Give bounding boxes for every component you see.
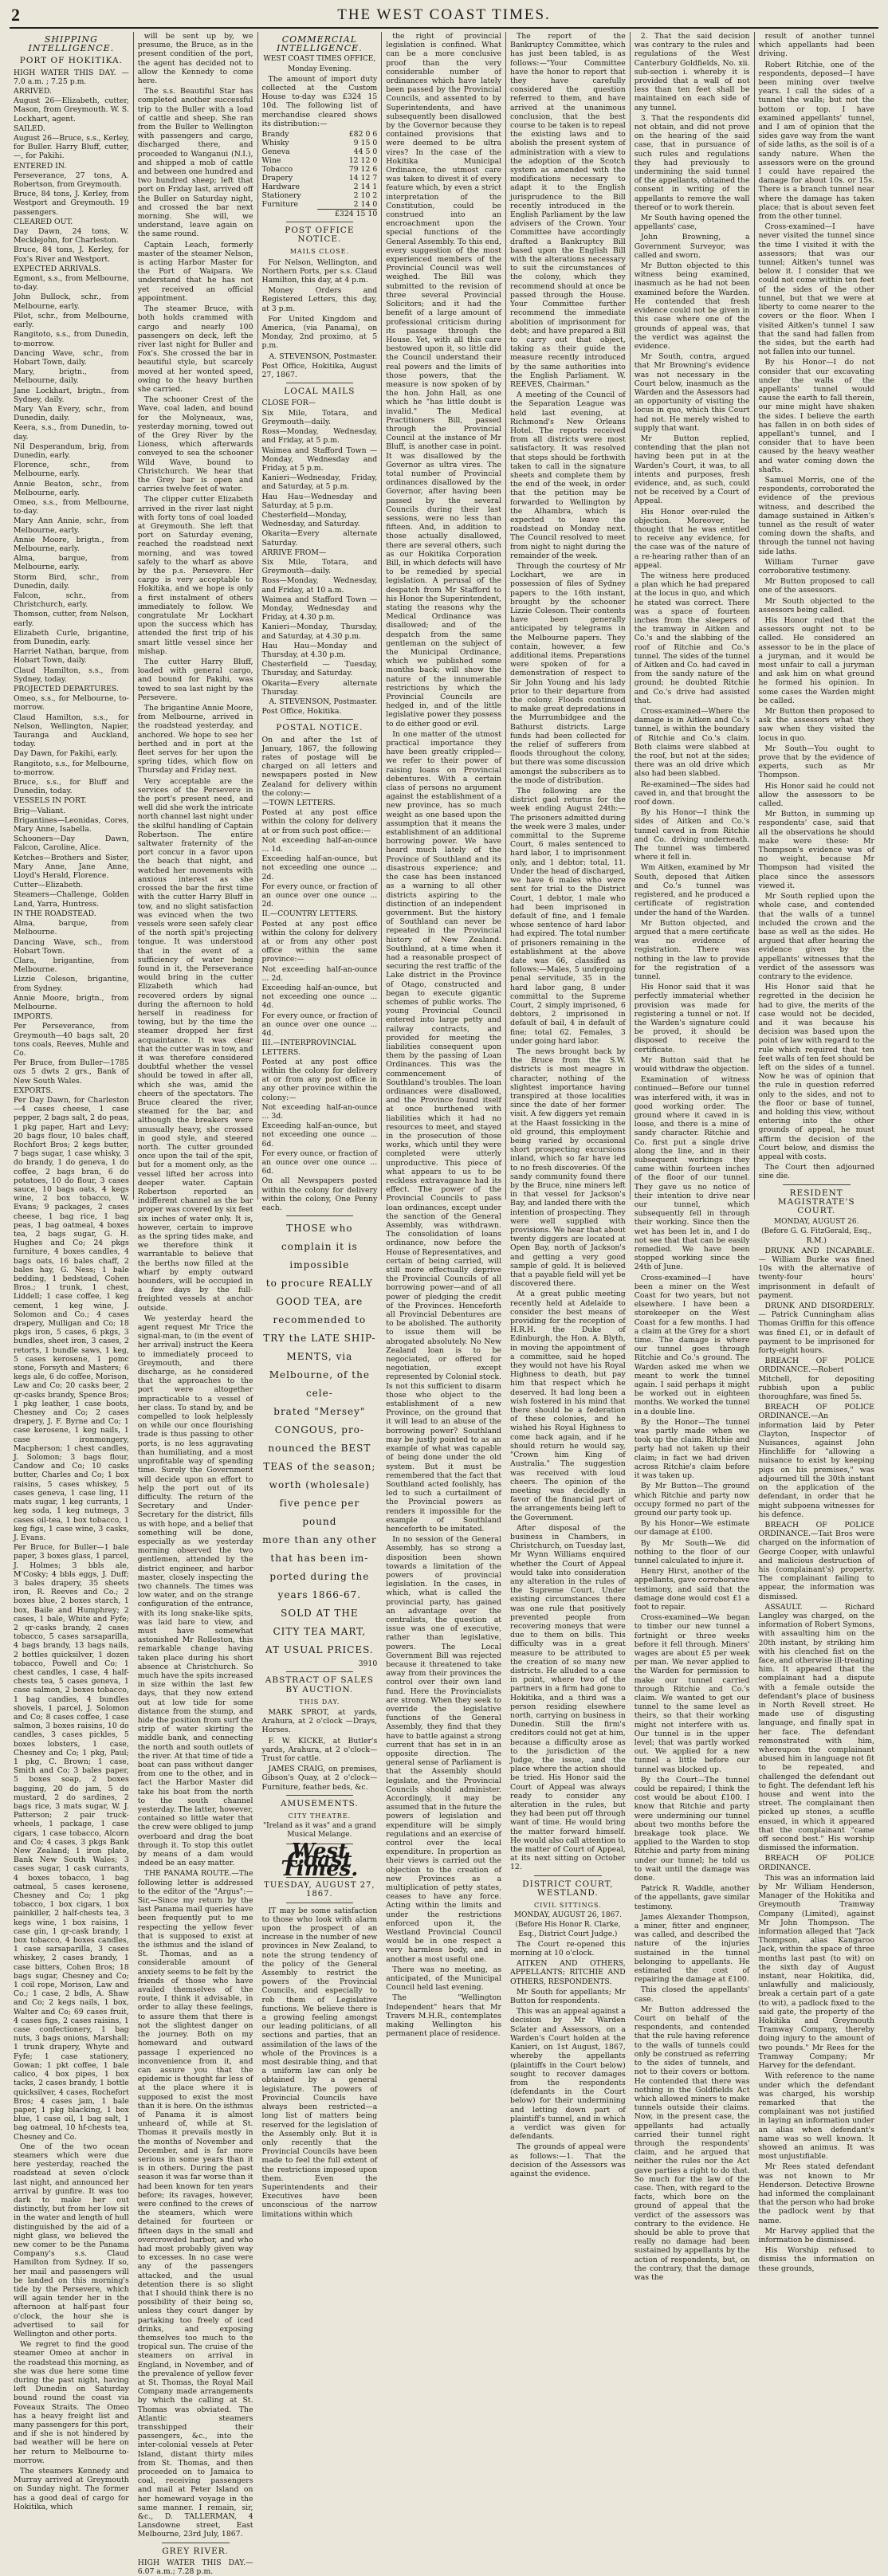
- case-paragraph: DRUNK AND INCAPABLE. — William Burke was fined 10s with the alternative of twenty-four hours' imprisonment in default of payment.: [758, 1246, 874, 1300]
- shipping-line: Alma, barque, from Melbourne.: [14, 919, 129, 937]
- shipping-line: Florence, schr., from Melbourne, early.: [14, 461, 129, 479]
- news-paragraph: The schooner Crest of the Wave, coal laden, and bound for the Molyneaux, was, yesterday morning, towed out of the Grey River by the Lioness, which afterwards conveyed to sea the schooner Wild Wave, bound to Christchurch. We hear that the Grey bar is open and carries twelve feet of water.: [137, 395, 253, 494]
- shipping-note: The steamers Kennedy and Murray arrived at Greymouth on Sunday night. The former has a good deal of cargo for Hokitika, which: [14, 2467, 129, 2511]
- duty-row: [262, 183, 378, 191]
- duty-amount: 2 10 2: [353, 191, 378, 201]
- divider: [286, 719, 354, 720]
- local-mail-line: Waimea and Stafford Town — Monday, Wednesday and Friday, at 4.30 p.m.: [261, 595, 378, 622]
- high-water: HIGH WATER THIS DAY. — 7.0 a.m. ; 7.25 p.m.: [14, 68, 129, 86]
- shipping-line: Annie Moore, brigtn., from Melbourne, early.: [14, 535, 129, 553]
- postal-rate-line: II.—COUNTRY LETTERS.: [261, 909, 359, 919]
- shipping-line: Alma, barque, from Melbourne, early.: [14, 554, 129, 572]
- rm-court-date: MONDAY, AUGUST 26.: [773, 1218, 859, 1227]
- local-mails-heading: LOCAL MAILS: [284, 387, 356, 397]
- duty-amount: 9 15 0: [353, 139, 378, 148]
- postmaster-signature: A. STEVENSON, Postmaster.: [269, 351, 378, 361]
- postal-rate-line: —TOWN LETTERS.: [261, 799, 336, 808]
- shipping-note: One of the two ocean steamers which were due here yesterday, reached the roadstead at seven o'clock last night, and announced her arrival by gunfire. It was too dark to make her out distinctly, but from her low sit in the water and length of hull distinguished by the aid of a night glass, we believed the new comer to be the Panama Company's s.s. Claud Hamilton from Sydney. If so, her mail and passengers will be landed on this morning's tide by the Persevere, which will again tender her in the afternoon at half-past four o'clock, the hour she is advertised to sail for Wellington and other ports.: [14, 2142, 129, 2338]
- shipping-list: [14, 87, 129, 2142]
- ad-line: to procure REALLY GOOD TEA, are: [265, 1278, 373, 1308]
- local-mail-line: Kanieri—Monday, Thursday, and Saturday, at 4.30 p.m.: [261, 622, 378, 641]
- local-mail-line: Ross—Monday, Wednesday, and Friday, at 10 a.m.: [261, 576, 378, 595]
- duties-table: [262, 130, 378, 218]
- post-notice: For Nelson, Wellington, and Northern Ports, per s.s. Claud Hamilton, this day, at 4 p.m.: [261, 257, 378, 285]
- postal-notice-heading: POSTAL NOTICE.: [276, 723, 363, 733]
- shipping-line: Per Bruce, from Buller—1785 ozs 5 dwts 2 grs., Bank of New South Wales.: [14, 1058, 129, 1086]
- header-rule: [10, 27, 878, 29]
- postal-rate-line: Posted at any post office within the colony for delivery at or from any other post office within the same province:—: [261, 919, 378, 964]
- court-paragraph: AITKEN AND OTHERS, APPELLANTS; RITCHIE AND OTHERS, RESPONDENTS.: [510, 1959, 626, 1986]
- post-notice: Money Orders and Registered Letters, this day, at 3 p.m.: [261, 286, 378, 313]
- court-report-end: [759, 32, 874, 1181]
- ad-line: worth (wholesale) five pence per pound: [269, 1479, 371, 1528]
- local-mail-line: Chesterfield—Monday, Wednesday, and Saturday.: [261, 510, 360, 529]
- court-paragraph: Samuel Morris, one of the respondents, corroborated the evidence of the previous witness, and described the damage sustained in Aitken's tunnel as the result of water coming down the shafts, and through the tunnel not having side laths.: [758, 475, 874, 556]
- court-paragraph: Cross-examined—I have never visited the tunnel since the time I visited it with the assessors; that was our tunnel; Aitken's tunnel was below it. I consider that we could not come within ten feet of the sides of the other tunnel, but that we were at liberty to come nearer to the covers or the floor. When I visited Aitken's tunnel I saw that the sand had fallen from the sides, but the earth had not fallen into our tunnel.: [758, 222, 874, 357]
- news-paragraph: The s.s. Beautiful Star has completed another successful trip to the Buller with a load of cattle and sheep. She ran from the Buller to Wellington with passengers and cargo, discharged there, and proceeded to Wanganui (N.I.), and shipped a mob of cattle and between one hundred and two hundred sheep; left that port on Friday last, arrived off the Buller on Saturday night, and crossed the bar next morning. She will, we understand, leave again on the same round.: [137, 87, 253, 239]
- local-mails: [262, 399, 378, 697]
- shipping-line: Ketches—Brothers and Sister, Mary Anne, Jane Anne, Lloyd's Herald, Florence.: [14, 853, 129, 881]
- post-office-line: Post Office, Hokitika, August 27, 1867.: [261, 361, 378, 380]
- court-paragraph: Mr Button objected, and argued that a mere certificate was no evidence of registration. There was nothing in the law to provide for the registration of a tunnel.: [634, 918, 750, 981]
- shipping-line: ARRIVED.: [14, 87, 52, 96]
- duty-row: [262, 191, 378, 200]
- postal-rate-line: Exceeding half-an-ounce, but not exceeding one ounce ... 4d.: [261, 984, 378, 1011]
- shipping-line: Brig—Valiant.: [14, 806, 66, 815]
- duty-item: Brandy: [261, 130, 289, 139]
- court-paragraph: The Court re-opened this morning at 10 o'clock.: [510, 1939, 626, 1958]
- local-mail-line: Hau Hau—Wednesday and Saturday, at 5 p.m.: [261, 492, 378, 510]
- local-mail-line: Ross—Monday, Wednesday, and Friday, at 5 p.m.: [261, 427, 378, 446]
- postal-rate-line: For every ounce, or fraction of an ounce over one ounce ... 4d.: [261, 1011, 378, 1039]
- court-date: MONDAY, AUGUST 26, 1867.: [513, 1911, 622, 1920]
- case-paragraph: BREACH OF POLICE ORDINANCE.—Robert Mitchell, for depositing rubbish upon a public thoroughfare, was fined 5s.: [758, 1357, 874, 1402]
- case-paragraph: ASSAULT. — Richard Langley was charged, on the information of Robert Symons, with assaulting him on the 20th instant, by striking him with his clenched fist on the face, and otherwise ill-treating him. It appeared that the complainant had a dispute with a female outside the defendant's place of business in North Revell street. He made use of disgusting language, and finally spat in her face. The defendant remonstrated with him, whereupon the complainant abused him in language not fit to be repeated, and challenged the defendant out to fight. The defendant left his house and went into the street. The complainant then picked up stones, a scuffle ensued, in which it appeared that the complainant "came off second best." His worship dismissed the information.: [758, 1602, 874, 1853]
- court-paragraph: By the Honor—The tunnel was partly made when we took up the claim. Ritchie and party had not taken up their claim; in fact we had driven across Ritchie's claim before it was taken up.: [634, 1417, 750, 1481]
- shipping-line: Annie Moore, brigtn., from Melbourne.: [14, 993, 129, 1011]
- news-paragraph: Captain Leach, formerly master of the steamer Nelson, is acting Harbor Master for the Port of Waipara. We understand that he has not yet received an official appointment.: [137, 240, 253, 303]
- ad-number: 3910: [358, 1659, 378, 1669]
- shipping-line: Egmont, s.s., from Melbourne, to-day.: [14, 274, 129, 293]
- shipping-line: Claud Hamilton, s.s., for Nelson, Wellington, Napier, Tauranga and Auckland, today.: [14, 713, 129, 749]
- news-paragraph: The brigantine Annie Moore, from Melbourne, arrived in the roadstead yesterday, and anchored. We hope to see her berthed and in port at the fleet serves for her upon the spring tides, which flow on Thursday and Friday next.: [137, 704, 253, 776]
- news-paragraph: Very acceptable are the services of the Persevere in the port's present need, and well did she work the intricate north channel last night under the skilful handling of Captain Robertson. The entire saltwater fraternity of the port concur in a favor upon the beach that night, and watched her movements with anxious interest as she crossed the bar the first time with the cutter Harry Bluff in tow, and no slight satisfaction was evinced when the two vessels were seen safely clear of the north spit's projecting tongue. It was understood that in the event of a sufficiency of water being found in it, the Perseverance would bring in the cutter Elizabeth which had recovered orders by signal during the afternoon to hold herself in readiness for towing, but by the time the steamer dropped her first acquaintance. It was clear that the cutter was in tow, and it was therefore considered doubtful whether the vessel should be towed in after all, which she was, amid the cheers of the spectators. The Bruce cleared the river, steamed for the bar, and although the breakers were unusually heavy, she crossed in good style, and steered north. The cutter grounded once upon the tail of the spit, but for a moment only, as the vessel lifted her across into deeper water. Captain Robertson reported an indifferent channel as the bar proper was covered by six feet six inches of water only. It is, however, certain to improve as the spring tides make, and we therefore think it warrantable to believe that the berths now filled at the wharf by empty outward bounders, will be occupied in a few days by the full-freighted vessels at anchor outside.: [137, 776, 253, 1313]
- office-date: Monday Evening.: [288, 65, 352, 73]
- court-paragraph: Mr Button addressed the Court on behalf of the respondents, and contended that the rule having reference to the walls of tunnels could only be construed as referring to the sides of tunnels, and not to their covers or bottom. He contended that there was nothing in the Goldfields Act which allowed miners to make tunnels outside their claims. Now, in the present case, the appellants had actually carried their tunnel right through the respondents' claim, and he argued that neither the rules nor the Act gave parties a right to do that. So much for the law of the case. Then, with regard to the facts, which bore on the ground of appeal that the verdict of the assessors was contrary to the evidence. He should be able to prove that really no damage had been sustained by appellants by the action of respondents, but, on the contrary, that the damage was the: [634, 2005, 750, 2282]
- rm-court-heading: RESIDENT MAGISTRATE'S COURT.: [777, 1188, 855, 1215]
- court-paragraph: Mr South replied upon the whole case, and contended that the walls of a tunnel included the crown and the base as well as the sides. He argued that after hearing the evidence given by the appellants' witnesses that the verdict of the assessors was contrary to the evidence.: [758, 892, 874, 981]
- postal-rate-line: Exceeding half-an-ounce, but not exceeding one ounce ... 2d.: [261, 854, 378, 882]
- court-paragraph: By the Court—The tunnel could be repaired; I think the cost would be about £100. I know that Ritchie and party were undermining our tunnel about two months before the breakage took place. We applied to the Warden to stop Ritchie and party from mining under our tunnel; he told us to wait until the damage was done.: [634, 1775, 750, 1883]
- column-7: [755, 32, 878, 2273]
- shipping-line: Omeo, s.s., from Melbourne, to-day.: [14, 497, 129, 516]
- news-paragraph: The cutter Harry Bluff, loaded with general cargo, and bound for Pakihi, was towed to sea last night by the Persevere.: [137, 658, 253, 702]
- post-notice: For United Kingdom and America, (via Panama), on Monday, 2nd proximo, at 5 p.m.: [261, 314, 378, 351]
- local-mail-line: ARRIVE FROM—: [261, 548, 327, 557]
- divider: [534, 1875, 602, 1876]
- shipping-line: Thomson, cutter, from Nelson, early.: [14, 610, 129, 628]
- court-report-continued: [635, 32, 750, 2282]
- abstract-heading: ABSTRACT OF SALES BY AUCTION.: [265, 1675, 374, 1694]
- duty-amount: 14 12 7: [348, 174, 378, 183]
- duty-row: [262, 156, 378, 165]
- duty-amount: 44 5 0: [353, 147, 378, 157]
- court-paragraph: Mr Button replied, contending that the plan not having been put in at the Warden's Court, it was, to all intents and purposes, fresh evidence, and, as such, could not be received by a Court of Appeal.: [634, 434, 750, 506]
- court-paragraph: Mr South having opened the appellants' case,: [634, 214, 750, 232]
- case-paragraph: BREACH OF POLICE ORDINANCE.—Tait Bros were charged on the information of George Cooper, with unlawful and malicious destruction of his (complainant's) property. The complainant failing to appear, the information was dismissed.: [758, 1520, 874, 1601]
- nameplate: West Coast Times.: [281, 1839, 359, 1882]
- post-office-heading: POST OFFICE NOTICE.: [285, 226, 355, 245]
- shipping-line: Keera, s.s., from Dunedin, to-day.: [14, 423, 129, 442]
- post-notices: [262, 258, 378, 351]
- shipping-line: Brigantines—Leonidas, Cores, Mary Anne, Isabella.: [14, 815, 129, 834]
- court-paragraph: Mr Button proposed to call one of the assessors.: [758, 577, 874, 595]
- case-paragraph: Mr Rees stated defendant was not known to Mr Henderson. Detective Browne had informed the complainant that the person who had broke the padlock went by that name.: [758, 2162, 874, 2225]
- case-paragraph: BREACH OF POLICE ORDINANCE.: [758, 1854, 874, 1872]
- duty-item: Whisky: [261, 139, 289, 148]
- shipping-line: Per Day Dawn, for Charleston—4 cases cheese, 1 case pepper, 2 bags salt, 2 do peas, 1 pkg paper, Hart and Levy; 20 bags flour, 10 bales chaff, Rochfort Bros; 2 kegs butter, 7 bags sugar, 1 case whisky, 3 do brandy, 1 do geneva, 1 do coffee, 2 bags bran, 6 do potatoes, 10 do flour, 3 cases sauce, 10 bags oats, 4 kegs wine, 2 box tobacco, W. Evans; 9 packages, 2 cases cheese, 1 bag rice, 1 bag peas, 1 bag oatmeal, 4 boxes tea, 2 bags sugar, G. H. Hughes and Co; 24 pkgs furniture, 4 boxes candles, 4 bags oats, 16 bales chaff, 2 bales hay, G. Ness; 1 bale bedding, 1 bedstead, Cohen Bros.; 1 trunk, 1 chest, Liddell; 1 case coffee, 1 keg cement, 1 keg wine, J. Solomon and Co.; 4 cases drapery, Mulligan and Co; 18 pkgs iron, 5 cases, 6 pkgs, 3 bundles, sheet iron, 3 cases, 2 retorts, 1 bundle saws, 1 keg, 5 cases kerosene, 1 pomc stone, Forsyth and Masters; 6 kegs ale, 6 do coffee, Morison, Law and Co; 20 casks beer, 2 qr-casks brandy, Spence Bros; 1 pkg leather, 1 case boots, Chesney and Co; 2 cases drapery, J. F. Byrne and Co; 1 case kerosene, 1 keg nails, 1 case ironmongery, Macpherson; 1 chest candles, J. Solomon; 3 bags flour, Candow and Co; 10 casks butter, Charles and Co; 1 box raisins, 5 cases whiskey, 5 cases geneva, 1 case ling, 11 mats sugar, 1 keg currants, 1 keg soda, 1 keg nutmegs, 3 cases oil-tea, 1 box tobacco, 1 keg figs, 1 case wine, 3 casks, J. Evans.: [14, 1095, 129, 1542]
- theatre-name: CITY THEATRE.: [288, 1812, 352, 1820]
- auction-item: F. W. KICKE, at Butler's yards, Arahura, at 2 o'clock—Trust for cattle.: [261, 1736, 378, 1763]
- auction-item: MARK SPROT, at yards, Arahura, at 2 o'clock —Drays, Horses.: [261, 1707, 378, 1735]
- office-line: WEST COAST TIMES OFFICE,: [263, 55, 376, 64]
- shipping-line: John Bullock, schr., from Melbourne, early.: [14, 293, 129, 311]
- court-paragraph: Cross-examined—I have been a miner on the West Coast for two years, but not elsewhere. I have been a storekeeper on the West Coast for a few months. I had a claim at the Grey for a short time. The damage is where our tunnel goes through Ritchie and Co.'s ground. The Warden asked me when we meant to work the tunnel again. I said perhaps it might be worked out in eighteen months. We worked the tunnel in a double line.: [634, 1273, 750, 1416]
- case-paragraph: This was an information laid by Mr William Henderson, Manager of the Hokitika and Greymouth Tramway Company (Limited), against Mr John Thompson. The information alleged that "Jack Thompson, alias Kangaroo Jack, within the space of three months last past (to wit) on the sixth day of August instant, near Hokitika, did, unlawfully and maliciously, break a certain part of a gate (to wit), a padlock fixed to the said gate, the property of the Hokitika and Greymouth Tramway Company, thereby doing injury to the amount of two pounds." Mr Rees for the Tramway Company; Mr Harvey for the defendant.: [758, 1873, 874, 2071]
- court-paragraph: 3. That the respondents did not obtain, and did not prove on the hearing of the said case, that in pursuance of such rules and regulations they had previously to undermining the said tunnel of the appellants, obtained the consent in writing of the appellants to remove the wall thereof or to work therein.: [634, 113, 750, 212]
- court-paragraph: Re-examined—The sides had caved in, and that brought the roof down.: [634, 779, 750, 807]
- shipping-line: Perseverance, 27 tons, A. Robertson, from Greymouth.: [14, 171, 129, 190]
- local-mail-line: Okarita—Every alternate Saturday.: [261, 529, 378, 548]
- shipping-line: IMPORTS.: [14, 1012, 53, 1022]
- duty-item: Geneva: [261, 147, 290, 157]
- ad-line: CITY TEA MART,: [273, 1626, 367, 1638]
- court-paragraph: Mr South for appellants; Mr Button for respondents.: [510, 1987, 626, 2006]
- court-paragraph: The witness here produced a plan which he had prepared at the locus in quo, and which he stated was correct. There was a space of fourteen inches from the sleepers of the tramway in Aitken and Co.'s and the slabbing of the roof of Ritchie and Co.'s tunnel. The sides of the tunnel of Aitken and Co. had caved in from the sandy nature of the ground; he doubted Ritchie and Co.'s drive had assisted that.: [634, 571, 750, 705]
- shipping-line: Claud Hamilton, s.s., from Sydney, today.: [14, 666, 129, 684]
- case-paragraph: His Worship refused to dismiss the information on these grounds,: [758, 2246, 874, 2273]
- shipping-line: Lizzie Coleson, brigantine, from Sydney.: [14, 975, 129, 993]
- shipping-line: Harriet Nathan, barque, from Hobart Town, daily.: [14, 647, 129, 666]
- commercial-heading: COMMERCIAL INTELLIGENCE.: [277, 34, 363, 54]
- divider: [286, 1795, 354, 1796]
- court-paragraph: The grounds of appeal were as follows:—1. That the decision of the Assessors was against the evidence.: [510, 2142, 626, 2178]
- shipping-line: Mary, brigtn., from Melbourne, daily.: [14, 367, 129, 386]
- shipping-line: Dancing Wave, schr., from Hobart Town, daily.: [14, 348, 129, 367]
- court-paragraph: By Mr South—We did nothing to the floor of our tunnel calculated to injure it.: [634, 1538, 750, 1565]
- court-paragraph: Henry Hirst, another of the appellants, gave corroborative testimony, and said that the damage done would cost £1 a foot to repair.: [634, 1567, 750, 1612]
- postal-rate-line: Not exceeding half-an-ounce ... 2d.: [261, 964, 378, 983]
- local-mail-line: Chesterfield — Tuesday, Thursday, and Saturday.: [261, 660, 378, 678]
- court-paragraph: Mr Button, in summing up respondents' case, said that all the observations he should make were these: Mr Thompson's evidence was of no weight, because Mr Thompson had visited the place since the assessors viewed it.: [758, 810, 874, 890]
- post-office-line-2: Post Office, Hokitika.: [261, 707, 342, 717]
- shipping-line: ENTERED IN.: [14, 161, 67, 171]
- divider: [783, 1184, 851, 1185]
- court-paragraph: The Court then adjourned sine die.: [758, 1163, 874, 1181]
- leader-continued: [386, 32, 501, 2039]
- news-paragraph: The following are the district gaol returns for the week ending August 24th:—The prisoners admitted during the week were 3 males, under committal to the Supreme Court, 6 males sentenced to hard labor, 1 to imprisonment only, and 1 debtor; total, 11. Under the head of discharged, we have 6 males who were sent for trial to the District Court, 1 debtor, 1 male who had been imprisoned in default of fine, and 1 female whose sentence of hard labor had expired. The total number of prisoners remaining in the establishment at the above date was 66, classified as follows:—Males, 5 undergoing penal servitude, 35 in the hard labor gang, 8 under committal to the Supreme Court, 2 simply imprisoned, 6 debtors, 2 imprisoned in default of bail, 4 in default of fine; total 62. Females, 3 under going hard labor.: [510, 787, 626, 1046]
- duty-amount: £82 0 6: [348, 130, 378, 139]
- duty-amount: 12 12 0: [348, 156, 378, 166]
- rm-court-before: (Before G. G. FitzGerald, Esq., R.M.): [760, 1227, 872, 1245]
- column-6: [631, 32, 755, 2282]
- commercial-intro: The amount of import duty collected at the Custom House to-day was £324 15 10d. The following list of merchandise cleared shows its distribution:—: [261, 74, 378, 128]
- ad-line: AT USUAL PRICES.: [265, 1644, 374, 1656]
- court-paragraph: James Alexander Thompson, a miner, fitter and engineer, was called, and described the nature of the injuries sustained in the tunnel belonging to appellants. He estimated the cost of repairing the damage at £100.: [634, 1912, 750, 1985]
- news-paragraph: Through the courtesy of Mr Lockhart, we are in possession of files of Sydney papers to the 16th instant, brought by the schooner Lizzie Coleson. Their contents have been generally anticipated by telegrams in the Melbourne papers. They contain, however, a few additional items. Preparations were spoken of for a demonstration of respect to Sir John Young and his lady prior to their departure from the colony. Floods continued to make great depredations in the Murrumbidgee and the Bathurst districts. Large funds had been collected for the relief of sufferers from floods throughout the colony, but there was some discussion amongst the subscribers as to the mode of distribution.: [510, 561, 626, 785]
- shipping-line: Per Bruce, for Buller—1 bale paper, 3 boxes glass, 1 parcel, J. Holmes; 3 bbls ale, M'Cosky; 4 bbls eggs, J. Duff; 3 bales drapery, 35 sheets iron, R. Reeves and Co.; 2 boxes blue, 2 boxes starch, 1 box, Baile and Humphrey; 2 cases, 1 bale, White and Fyfe; 2 qr-casks brandy, 2 cases tobacco, 5 cases sarsaparilla, 4 bags brandy, 13 bags nails, 2 bottles quicksilver, 1 dozen tobacco, Powell and Co; 1 chest candles, 1 case, 4 half-chests tea, 5 cases geneva, 1 case salmon, 2 boxes tobacco, 1 bag candies, 4 bundles shovels, 1 parcel, J. Solomon and Co; 8 cases coffee, 1 case salmon, 3 boxes raisins, 10 do candles, 3 cases pickles, 5 boxes lobsters, 1 case, Chesney and Co; 1 pkg, Paul; 1 pkg, C. Brown; 1 case, Smith and Co; 3 bales paper, 5 boxes soap, 2 boxes bagging, 20 do jam, 5 do mustard, 2 do sardines, 2 bags rice, 3 mats sugar, W. J. Patterson; 2 pair truck-wheels, 1 package, 1 case cigars, 1 case tobacco, Alcorn and Co; 4 cases, 3 pkgs Bank New Zealand; 1 iron plate, Bank New South Wales; 3 cases sugar, 1 cask currants, 4 boxes tobacco, 1 bag oatmeal, 5 cases kerosene, Chesney and Co; 1 pkg tobacco, 1 box cigars, 1 box painkiller, 2 half-chests tea, 3 kegs wine, 1 box raisins, 1 case gin, 1 qr-cask brandy, 1 box tobacco, 4 boxes candles, 1 case sarsaparilla, 3 cases whiskey, 2 cases brandy, 1 case bitters, Cohen Bros; 18 bags sugar, Chesney and Co; 1 coil rope, Morison, Law and Co.; 1 case, 2 bdls, A. Shaw and Co; 2 kegs nails, 1 box, Walter and Co; 69 cases fruit, 4 cases figs, 2 cases raisins, 1 case confectionery, 1 bag nuts, 3 bags onions, Marshall; 1 trunk drapery, Whyte and Fyfe; 1 case stationery, Gowan; 1 pkt coffee, 1 bale calico, 4 box pipes, 1 box tacks, 2 cases brandy, 1 bottle quicksilver, 4 cases, Rochefort Bros; 4 cases jam, 1 bale paper, 1 pkg blacking, 1 box blue, 1 case oil, 1 bag salt, 1 bag oatmeal, 10 hf-chests tea, Chesney and Co.: [14, 1543, 129, 2142]
- court-paragraph: Mr South, contra, argued that Mr Browning's evidence was not necessary in the Court below, inasmuch as the Warden and the Assessors had an opportunity of visiting the locus in quo, which this Court had not. He merely wished to supply that want.: [634, 352, 750, 433]
- shipping-heading: SHIPPING INTELLIGENCE.: [28, 34, 115, 54]
- news-paragraph: will be sent up by, we presume, the Bruce, as in the present condition of the port, the agent has decided not to allow the Kennedy to come here.: [137, 32, 253, 86]
- postal-rate-line: Not exceeding half-an-ounce ... 3d.: [261, 1102, 378, 1121]
- leader-article: [262, 1906, 378, 2219]
- mails-close-heading: MAILS CLOSE.: [289, 248, 350, 256]
- news-paragraph: At a great public meeting recently held at Adelaide to consider the best means of providing for the reception of H.R.H. the Duke of Edinburgh, the Hon. A. Blyth, in moving the appointment of a committee, said he hoped they would not have his Royal Highness to death, but pay him that respect which he deserved. It had long been a wish fostered in his mind that there should be a federation of these colonies, and he wished his Royal Highness to come back again, and if he should return he would say, "Crown him King of Australia." The suggestion was received with loud cheers. The opinion of the meeting was decidedly in favor of the financial part of the arrangements being left to the Government.: [510, 1290, 626, 1522]
- news-paragraph: The clipper cutter Elizabeth arrived in the river last night with forty tons of coal loaded at Greymouth. She left that port on Saturday evening, reached the roadstead next morning, and was towed safely to the wharf as above by the p.s. Persevere. Her cargo is very acceptable to Hokitika, and we hope is only a first instalment of others immediately to follow. We congratulate Mr Lockhart upon the success which has attended the first trip of his smart little vessel since her mishap.: [137, 495, 253, 656]
- court-paragraph: 2. That the said decision was contrary to the rules and regulations of the West Canterbury Goldfields, No. xii. sub-section i. whereby it is provided that a wall of not less than ten feet shall be maintained on each side of any tunnel.: [634, 32, 750, 112]
- case-paragraph: Mr Harvey applied that the information be dismissed.: [758, 2226, 874, 2244]
- shipping-line: Nil Desperandum, brig, from Dunedin, early.: [14, 442, 129, 460]
- court-paragraph: Robert Ritchie, one of the respondents, deposed—I have been mining over twelve years. I call the sides of a tunnel the walls; but not the bottom or top. I have examined appellants' tunnel, and I am of opinion that the sides gave way from the want of side laths, as the soil is of a sandy nature. When the assessors were on the ground I could have repaired the damage for about 10s. or 15s. There is a branch tunnel near where the damage has taken place; that is about seven feet from the other tunnel.: [758, 60, 874, 222]
- shipping-line: Annie Beaton, schr., from Melbourne, early.: [14, 479, 129, 497]
- postal-rate-line: On and after the 1st of January, 1867, the following rates of postage will be charged on all letters and newspapers posted in New Zealand for delivery within the colony:—: [261, 735, 378, 798]
- local-mail-line: Waimea and Stafford Town — Monday, Wednesday and Friday, at 5 p.m.: [261, 446, 378, 473]
- duty-total: £324 15 10: [317, 210, 377, 219]
- column-3: [258, 32, 383, 2219]
- shipping-line: EXPECTED ARRIVALS.: [14, 264, 101, 273]
- court-paragraph: By his Honor—I think the sides of Aitken and Co.'s tunnel caved in from Ritchie and Co. driving underneath. The tunnel was timbered where it fell in.: [634, 808, 750, 862]
- case-paragraph: With reference to the name under which the defendant was charged, his worship remarked that the complainant was not justified in laying an information under an alias when defendant's name was so well known. It showed an animus. It was most unjustifiable.: [758, 2071, 874, 2162]
- grey-river-heading: GREY RIVER.: [162, 2546, 230, 2556]
- postal-rate-line: III.—INTERPROVINCIAL LETTERS.: [261, 1039, 356, 1057]
- court-paragraph: William Turner gave corroborative testimony.: [758, 557, 874, 575]
- divider: [286, 1671, 354, 1672]
- duty-row: [262, 200, 378, 210]
- postal-rate-line: For every ounce, or fraction of an ounce over one ounce ... 6d.: [261, 1149, 378, 1176]
- shipping-line: Jane Lockhart, brigtn., from Sydney, daily.: [14, 386, 129, 404]
- abstract-day: THIS DAY.: [299, 1698, 340, 1706]
- shipping-line: Rangitoto, s.s., from Dunedin, to-morrow.: [14, 330, 129, 348]
- duty-row: [262, 165, 378, 174]
- shipping-line: EXPORTS.: [14, 1086, 53, 1095]
- postal-rate-line: Posted at any post office within the colony for delivery at or from any post office in any other province within the colony:—: [261, 1057, 378, 1102]
- shipping-news: [138, 32, 253, 2539]
- theatre-programme: "Ireland as it was" and a grand Musical Melange.: [262, 1822, 376, 1840]
- postal-rate-line: On all Newspapers posted within the colony for delivery within the colony, One Penny each.: [261, 1176, 378, 1212]
- running-title: THE WEST COAST TIMES.: [337, 6, 551, 23]
- shipping-line: Elizabeth Curle, brigantine, from Dunedin, early.: [14, 628, 129, 646]
- shipping-line: Bruce, 84 tons, J. Kerley, for Fox's River and Westport.: [14, 245, 129, 264]
- court-paragraph: Mr South objected to the assessors being called.: [758, 596, 874, 615]
- rm-court-cases: [759, 1247, 874, 2273]
- ad-line: ported during the years 1866-67.: [269, 1571, 370, 1601]
- court-paragraph: His Honor over-ruled the objection. Moreover, he thought that he was entitled to receive any evidence, for the case was of the nature of a re-hearing rather than of an appeal.: [634, 507, 750, 570]
- postal-rate-line: For every ounce, or fraction of an ounce over one ounce ... 2d.: [261, 882, 378, 909]
- shipping-line: Mary Ann Annie, schr., from Melbourne, early.: [14, 516, 129, 535]
- grey-high-water: HIGH WATER THIS DAY.—6.07 a.m.; 7.28 p.m.: [137, 2558, 253, 2576]
- news-items: [510, 32, 626, 1872]
- court-paragraph: Mr Button said that he would withdraw the objection.: [634, 1055, 750, 1074]
- shipping-line: CLEARED OUT.: [14, 217, 73, 226]
- shipping-line: August 26—Bruce, s.s., Kerley, for Buller. Harry Bluff, cutter, —, for Pakihi.: [14, 134, 129, 161]
- shipping-line: IN THE ROADSTEAD.: [14, 909, 96, 918]
- shipping-line: Clara, brigantine, from Melbourne.: [14, 956, 129, 975]
- ad-line: THOSE who complain it is impossible: [281, 1223, 358, 1271]
- ad-line: brated "Mersey" CONGOUS, pro-: [273, 1406, 366, 1436]
- court-paragraph: This was an appeal against a decision by Mr Warden Sclater and Assessors, on a Warden's Court holden at the Kanieri, on 1st August, 1867, whereby the appellants (plaintiffs in the Court below) sought to recover damages from the respondents (defendants in the Court below) for their undermining and letting down part of plaintiff's tunnel, and in which a verdict was given for defendants.: [510, 2007, 626, 2142]
- court-paragraph: Cross-examined—We began to timber our new tunnel a fortnight or three weeks before it fell through. Miners' wages are about £5 per week per man. We never applied to the Warden for permission to make our tunnel carried through Ritchie and Co.'s claim. We wanted to get our tunnel to the same level as theirs, so that their working might not interfere with us. Our tunnel is in the upper level; that was partly worked out. We applied for a new tunnel a little before our tunnel was blocked up.: [634, 1613, 750, 1774]
- local-mail-line: Six Mile, Totara, and Greymouth—daily.: [261, 408, 378, 426]
- ad-line: MENTS, via Melbourne, of the cele-: [269, 1351, 370, 1400]
- ad-line: SOLD AT THE: [281, 1608, 359, 1620]
- shipping-line: SAILED.: [14, 124, 45, 133]
- shipping-line: Cutter—Elizabeth.: [14, 881, 84, 890]
- court-paragraph: By his Honor—We estimate our damage at £100.: [634, 1519, 750, 1537]
- duty-amount: 2 14 0: [353, 200, 378, 210]
- postmaster-signature-2: A. STEVENSON, Postmaster.: [269, 697, 378, 706]
- local-mail-line: Kanieri—Wednesday, Friday, and Saturday, at 5 p.m.: [261, 473, 378, 492]
- postal-rate-line: Posted at any post office within the colony for delivery at or from such post office:—: [261, 808, 378, 835]
- duty-item: Wine: [261, 156, 281, 166]
- shipping-line: Steamers—Challenge, Golden Land, Yarra, Huntress.: [14, 890, 129, 909]
- duty-row: [262, 130, 378, 139]
- ad-line: nounced the BEST TEAS of the season;: [263, 1443, 376, 1473]
- port-heading: PORT OF HOKITIKA.: [19, 56, 123, 66]
- court-paragraph: Examination of witness continued—Before our tunnel was interfered with, it was in good working order. The ground where it caved in is loose, and there is a mine of sandy character. Ritchie and Co. first put a single drive along the line, and in their subsequent workings they came within fourteen inches of the floor of our tunnel. They gave us no notice of their intention to drive near our tunnel, which subsequently fell in through their working. Since then the wet has been let in, and I do not see that that can be easily remedied. We have been stopped working since the 24th of June.: [634, 1075, 750, 1272]
- court-paragraph: Patrick R. Waddle, another of the appellants, gave similar testimony.: [634, 1884, 750, 1911]
- divider: [286, 1215, 354, 1216]
- local-mail-line: Hau Hau—Monday and Thursday, at 4.30 p.m.: [261, 641, 378, 659]
- shipping-line: Pilot, schr., from Melbourne, early.: [14, 311, 129, 330]
- news-paragraph: We yesterday heard the agent request Mr Trice the signal-man, to (in the event of her arrival) instruct the Keera to immediately proceed to Greymouth, and there discharge, as he considered that the approaches to the port were altogether impracticable to a vessel of her class. To stand by, and be compelled to look helplessly on while our once flourishing trade is thus passing to other ports, is no less aggravating than humiliating, and a most unprofitable way of spending time. Surely the Government will decide upon an effort to help the port out of its difficulty. The return of the Secretary and Under-Secretary for the district, fills us with hope, and a belief that something will be done, especially as we yesterday morning observed the two gentlemen, attended by the district engineer, and harbor master, closely inspecting the two channels. The times was low water, and on the strange configuration of the entrance, with its long snake-like spits, was laid bare to view, and must have somewhat astonished Mr Rolleston, this remarkable change having taken place during his short absence at Christchurch. So much have the spits increased in size within the last few days, that they now extend out at low tide for some distance from the stump, and hide the position from surf the strip of water skirting the middle bank, and connecting the north and south outlets of the river. At that time of tide a boat can pass without danger from one to the other, and in fact the Harbor Master did take his boat from the north to the south channel yesterday. The latter, however, contained so little water that the crew were obliged to jump overboard and drag the boat through it. To stop this outlet by means of a dam would indeed be an easy matter.: [137, 1314, 253, 1868]
- shipping-line: Dancing Wave, sch., from Hobart Town.: [14, 937, 129, 956]
- duty-item: Furniture: [261, 200, 299, 210]
- duty-total-spacer: [262, 210, 317, 219]
- shipping-line: August 26—Elizabeth, cutter, Mason, from Greymouth. W. S. Lockhart, agent.: [14, 96, 129, 124]
- court-paragraph: His Honor ruled that the assessors ought not to be called. He considered an assessor to be in the place of a juryman, and it would be most unfair to call a juryman and ask him on what ground he formed his opinion. In some cases the Warden might be called.: [758, 616, 874, 705]
- court-heading: DISTRICT COURT, WESTLAND.: [522, 1879, 614, 1898]
- news-paragraph: The news brought back by the Bruce from the S.W. districts is most meagre in character, nothing of the slightest importance having transpired at those localities since the date of her former visit. A few diggers yet remain at the Haast fossicking in the old ground, this employment being varied by occasional short prospecting excursions inland, which so far have led to no fresh discoveries. Of the sandy community found there by the Bruce, nine miners left in that vessel for Jackson's Bay, and landed there with the intention of prospecting. They were well supplied with provisions. We hear that about twenty diggers are located at Open Bay, north of Jackson's and getting a very good sample of gold. It is believed that a payable field will yet be discovered there.: [510, 1046, 626, 1289]
- court-paragraph: His Honor said that it was perfectly immaterial whether provision was made for registering a tunnel or not. If the Warden's signature could be proved, it should be disposed to receive the certificate.: [634, 983, 750, 1054]
- issue-date: TUESDAY, AUGUST 27, 1867.: [264, 1881, 375, 1899]
- court-paragraph: This closed the appellants' case.: [634, 1985, 750, 2004]
- case-paragraph: DRUNK AND DISORDERLY. — Patrick Cunningham alias Thomas Griffin for this offence was fined £1, or in default of payment to be imprisoned for forty-eight hours.: [758, 1302, 874, 1356]
- local-mail-line: Six Mile, Totara, and Greymouth—daily.: [261, 557, 378, 576]
- court-report: [510, 1940, 626, 2178]
- article-paragraph: the right of provincial legislation is confined. What can be a more conclusive proof than the very considerable number of ordinances which have lately been passed by the Provincial Councils, and assented to by Superintendents, and have subsequently been disallowed by the Governor because they contained provisions that were deemed to be ultra vires? In the case of the Hokitika Municipal Ordinance, the utmost care was taken to divest it of every feature which, by even a strict interpretation of the Constitution, could be construed into an encroachment upon the special functions of the General Assembly. To this end, every suggestion of the most experienced members of the Provincial Council was well weighed. The Bill was submitted to the revision of three several Provincial Solicitors; and it had the benefit of a large amount of professional criticism during its passage through the House. Yet, with all this care bestowed upon it, so little did the Council understand their real powers and the limits of those powers, that the measure is now spoken of by the hon. John Hall, as one which he "has little doubt is invalid." The Medical Practitioners Bill, passed through the Provincial Council at the instance of Mr Bluff, is another case in point. It was disallowed by the Governor as ultra vires. The total number of Provincial ordinances disallowed by the Governor, after having been passed by the several Councils during their last sessions, were no less than fifteen. And, in addition to those actually disallowed, there are several others, such as our Hokitika Corporation Bill, in which defects will have to be remedied by special legislation. A perusal of the despatch from Mr Stafford to his Honor the Superintendent, stating the reasons why the Medical Ordinance was disallowed; and of the despatch from the same gentleman on the subject of the Municipal Ordinance, which we published some months back; will show the nature of the innumerable restrictions by which the Provincial Councils are hedged in, and of the little legislative power they possess to do either good or evil.: [386, 32, 501, 728]
- duty-row: [262, 139, 378, 147]
- duty-item: Drapery: [261, 174, 293, 183]
- local-mail-line: Okarita—Every alternate Thursday.: [261, 678, 378, 697]
- ad-line: recommended to TRY the LATE SHIP-: [263, 1314, 376, 1345]
- ad-line: more than any other that has been im-: [262, 1534, 377, 1565]
- shipping-line: Rangitoto, s.s., for Melbourne, to-morrow.: [14, 759, 129, 777]
- shipping-line: Bruce, 84 tons, J. Kerley, from Westport and Greymouth. 19 passengers.: [14, 190, 129, 217]
- news-paragraph: The steamer Bruce, with both holds crammed with cargo and nearly 100 passengers on deck, left the river last night for Buller and Fox's. She crossed the bar in beautiful style, but scarcely moved at her wonted speed, owing to the heavy burthen she carried.: [137, 304, 253, 394]
- tea-advertisement: [262, 1219, 378, 1659]
- postal-rate-line: Exceeding half-an-ounce, but not exceeding one ounce ... 6d.: [261, 1121, 378, 1149]
- page-number: 2: [11, 5, 20, 25]
- leader-paragraph: IT may be some satisfaction to those who look with alarm upon the prospect of an increase in the number of new provinces in New Zealand, to note the strong tendency of the policy of the General Assembly to restrict the powers of the Provincial Councils, and especially to rob them of Legislative functions. We believe there is a growing feeling amongst our leading politicians, of all sections and parties, that an assimilation of the laws of the whole of the Provinces is a most desirable thing, and that a uniform law can only be obtained by a general legislature. The powers of Provincial Councils have always been restricted—a long list of matters being reserved for the legislation of the Assembly only. But it is only recently that the Provincial Councils have been made to feel the full extent of the restrictions imposed upon them. Even the Superintendents and their Executives have been unconscious of the narrow limitations within which: [261, 1906, 378, 2219]
- duty-row: [262, 147, 378, 156]
- case-paragraph: BREACH OF POLICE ORDINANCE.—An information laid by Peter Clayton, Inspector of Nuisances, against John Hinchliffe for "allowing a nuisance to exist by keeping pigs on his premises," was adjourned till the 30th instant on the application of the defendant, in order that he might subpoena witnesses for his defence.: [758, 1403, 874, 1519]
- shipping-line: PROJECTED DEPARTURES.: [14, 685, 119, 694]
- shipping-line: Omeo, s.s., for Melbourne, to-morrow.: [14, 694, 129, 713]
- court-paragraph: result of another tunnel which appellants had been driving.: [758, 32, 874, 59]
- news-paragraph: A meeting of the Council of the Separation League was held last evening, at Richmond's New Orleans Hotel. The reports received from all districts were most satisfactory. It was resolved that steps should be forthwith taken to call in the signature sheets and complete them by the end of the week, in order that the petition may be forwarded to Wellington by the Alhambra, which is expected to leave the roadstead on Monday next. The Council resolved to meet from night to night during the remainder of the week.: [510, 391, 626, 560]
- amusements-heading: AMUSEMENTS.: [280, 1798, 359, 1808]
- duty-amount: 2 14 1: [353, 183, 378, 192]
- news-paragraph: After disposal of the business in Chambers, in Christchurch, on Tuesday last, Mr Wynn Williams enquired whether the Court of Appeal would take into consideration any alteration in the rules of the Supreme Court. Under existing circumstances there was one rule that positively prevented people from recovering moneys that were due to them on bills. This difficulty was in a great measure to be attributed to the creation of so many new districts. He alluded to a case in point, where two of the partners in a firm had gone to Hokitika, and a third was a person residing elsewhere north, carrying on business in Dunedin. Still the firm's creditors could not get at him, because a difficulty arose as to the jurisdiction of the Judge, the issue, and the place where the action should be tried. His Honor said the Court of Appeal was always ready to consider any alteration in the rules, but they had been put off through want of time. He would bring the matter forward himself. He would also call attention to the matter of Court of Appeal, at its next sitting on October 12.: [510, 1523, 626, 1872]
- news-paragraph: The report of the Bankruptcy Committee, which has just been tabled, is as follows:—"Your Committee have the honor to report that they have carefully considered the question referred to them, and have arrived at the unanimous conclusion, that the best course to be taken is to repeal the existing laws and to abolish the present system of administration with a view to the adoption of the Scotch system as amended with the modifications necessary to adapt it to the English jurisprudence to the Bill recently introduced in the English Parliament by the law advisers of the Crown. Your Committee have accordingly drafted a Bankruptcy Bill based upon the English Bill with the alterations necessary to suit the circumstances of the colony, which they recommend should at once be passed through the House. Your Committee further recommend the immediate abolition of imprisonment for debt; and have prepared a Bill to carry out that object, taking as their guide the measure recently introduced by the same authorities into the English Parliament. W. REEVES, Chairman.": [510, 32, 626, 389]
- shipping-line: Day Dawn, 24 tons, W. Mecklejohn, for Charleston.: [14, 227, 129, 245]
- column-4: [382, 32, 506, 2039]
- auction-list: [262, 1708, 378, 1792]
- shipping-line: Mary Van Every, schr., from Dunedin, daily.: [14, 404, 129, 423]
- article-paragraph: In one matter of the utmost practical importance they have been greatly crippled—we refer to their power of raising loans on Provincial debentures. With a certain class of persons no argument against the establishment of a new province, has so much weight as one based upon the assumption that it means the establishment of an additional borrowing power. We have heard much lately of the Province of Southland and its disastrous experience; and the case has been instanced as a warning to all other districts aspiring to the distinction of an independent government. But the history of Southland can never be repeated in the Provincial history of New Zealand. Southland, at a time when it had a reasonable prospect of securing the rest traffic of the Lake district in the Province of Otago, constructed and began to execute gigantic schemes of public works. The young Provincial Council entered into large petty and railway contracts, and provided for meeting the liabilities consequent upon them by the passing of Loan Ordinances. This was the commencement of Southland's troubles. The loan ordinances were disallowed, and the Province found itself at once burthened with liabilities which it had no resources to meet, and stayed in the prosecution of those works, which until they were completed were utterly unproductive. This piece of what appears to us to be reckless extravagance had its effect. The power of the Provincial Councils to pass loan ordinances, except under the sanction of the General Assembly, was withdrawn. The consolidation of loans ordinance, now before the House of Representatives, and certain of being carried, will still more effectually deprive the Provincial Councils of all borrowing power—and of all power of pledging the credit of the Provinces. Henceforth all Provincial Debentures are to be abolished. The authority to issue them will be abrogated absolutely. No New Zealand loan is to be negociated, or offered for negotiation, except represented by Colonial stock. Is not this sufficient to disarm those who object to the establishment of a new Province, on the ground that it will lead to an abuse of the borrowing power? Southland may be justly pointed to as an example of what was capable of being done under the old system. But it must be remembered that the fact that Southland acted foolishly, has led to such a curtailment of the Provincial powers as renders it impossible for the example of Southland henceforth to be imitated.: [386, 729, 501, 1533]
- duty-total-row: [262, 210, 378, 219]
- auction-item: JAMES CRAIG, on premises, Gibson's Quay, at 2 o'clock—Furniture, feather beds, &c.: [261, 1765, 378, 1792]
- court-paragraph: Cross-examined—Where the damage is in Aitken and Co.'s tunnel, is within the boundary of Ritchie and Co.'s claim. Both claims were slabbed at the roof, but not at the sides; there was an old drive which also had been slabbed.: [634, 707, 750, 779]
- court-paragraph: Mr Button objected to this witness being examined, inasmuch as he had not been examined before the Warden. He contended that fresh evidence could not be given in this case where one of the grounds of appeal was, that the verdict was against the evidence.: [634, 261, 750, 351]
- shipping-line: Per Perseverance, from Greymouth—40 bags salt, 20 tons coals, Reeves, Muhle and Co.: [14, 1022, 129, 1058]
- duty-amount: 79 12 6: [348, 165, 378, 175]
- column-5: [506, 32, 631, 2178]
- columns: [10, 32, 878, 2576]
- duty-item: Tobacco: [261, 165, 293, 175]
- article-paragraph: In no session of the General Assembly, has so strong a disposition been shown towards a limitation of the powers of provincial legislation. In the cases, in which, what is called the provincial party, has gained an advantage over the centralists, the question at issue was one of executive, rather than legislative, powers. The Local Government Bill was rejected because it threatened to take away from their provinces the control over their own land fund. Here the Provincialists are strong. When they seek to override the legislative functions of the General Assembly, they find that they have to battle against a strong current that has set in in an opposite direction. The general sense of Parliament is that the Assembly should legislate, and the Provincial Councils should administer. Accordingly, it may be assumed that in the future the powers of legislation and expenditure will be simply regulations and an exercise of control over the local expenditure. In proportion as their views is carried out the objection to the creation of new Provinces as a multiplication of petty states, ceases to have any force. Acting within the limits and under the restrictions enforced upon it, the Westland Provincial Council would be in one respect a very harmless body, and in another a most useful one.: [386, 1535, 501, 1964]
- local-mail-line: CLOSE FOR—: [261, 399, 316, 408]
- court-paragraph: Mr Button then proposed to ask the assessors what they saw when they visited the locus in quo.: [758, 707, 874, 743]
- postal-rates: [262, 736, 378, 1213]
- shipping-line: Day Dawn, for Pakihi, early.: [14, 749, 118, 759]
- shipping-notes: [14, 2142, 129, 2511]
- court-paragraph: John Browning, a Government Surveyor, was called and sworn.: [634, 233, 750, 260]
- article-paragraph: There was no meeting, as anticipated, of the Municipal Council held last evening.: [386, 1965, 501, 1993]
- shipping-line: Schooners—Day Dawn, Falcon, Caroline, Alice.: [14, 834, 129, 853]
- shipping-line: VESSELS IN PORT.: [14, 796, 87, 806]
- court-paragraph: Mr South—You ought to prove that by the evidence of experts, such as Mr Thompson.: [758, 744, 874, 780]
- court-paragraph: His Honor said he could not allow the assessors to be called.: [758, 781, 874, 809]
- column-1: [10, 32, 134, 2511]
- court-before: (Before His Honor R. Clarke, Esq., District Court Judge.): [515, 1921, 621, 1938]
- shipping-line: Bruce, s.s., for Bluff and Dunedin, today.: [14, 778, 129, 796]
- court-paragraph: By Mr Button—The ground which Ritchie and party now occupy formed no part of the ground our party took up.: [634, 1482, 750, 1518]
- article-paragraph: The "Wellington Independent" hears that Mr Travers M.H.R., contemplates making Wellington his permanent place of residence.: [386, 1993, 501, 2039]
- court-paragraph: Wm Aitken, examined by Mr South, deposed that Aitken and Co.'s tunnel was registered, and he produced a certificate of registration under the hand of the Warden.: [634, 863, 750, 917]
- court-paragraph: By his Honor—I do not consider that our excavating under the walls of the appellants' tunnel would cause the earth to fall therein, our mine might have shaken the sides. I believe the earth has fallen in on both sides of appellant's tunnel, and I consider that to have been caused by the heavy weather and water coming down the shafts.: [758, 358, 874, 474]
- shipping-line: Falcon, schr., from Christchurch, early.: [14, 591, 129, 610]
- news-paragraph: THE PANAMA ROUTE.—The following letter is addressed to the editor of the "Argus":—Sir,—Since my return by the last Panama mail queries have been frequently put to me respecting the yellow fever that is supposed to exist at the isthmus and the island of St. Thomas, and as a considerable amount of anxiety seems to be felt by the friends of those who have availed themselves of the route, I think it advisable, in order to allay these feelings, to assure them that there is not the slightest danger on the journey. Both on my homeward and outward passage I experienced no inconvenience from it, and can assure you that the epidemic is thought far less of at the place where it is supposed to exist the most than it is here. On the isthmus of Panama it is almost unheard of, while at St. Thomas it prevails mostly in the months of November and December, and is far more serious in some years than it is in others. During the past season it was far worse than it had been known for ten years before; its ravages, however, were confined to the crews of the steamers, which were detained for fourteen or fifteen days in the small and overcrowded harbor, and who had most probably given way to excesses. In no case were any of the passengers attacked, and the usual detention there is so slight that I should think there is no possibility of their being so, unless they court danger by partaking too freely of iced drinks, and exposing themselves too much to the tropical sun. The cruise of the steamers on arrival in England, in November, and of the prevalence of yellow fever at St. Thomas, the Royal Mail Company made arrangements by which the calling at St. Thomas was obviated. The Atlantic steamers transshipped their passengers, &c., into the inter-colonial vessels at Peter Island, distant thirty miles from St. Thomas, and then proceeded on to Jamaica to coal, receiving passengers and mail at Peter Island on her homeward voyage in the same manner. I remain, sir, &c., D. TALLERMAN, 4 Lansdowne street, East Melbourne, 23rd July, 1867.: [137, 1869, 253, 2539]
- court-paragraph: His Honor said that he regretted in the decision he had to give, the merits of the case would not be decided, and it was because his decision was based upon the point of law with regard to the rule which required that ten feet walls of ten feet should be left on the sides of a tunnel. Now he was of opinion that the rule in question referred only to the sides, and not to the floor or base of tunnel, and holding this view, without entering into the other grounds of appeal, he must affirm the decision of the Court below, and dismiss the appeal with costs.: [758, 983, 874, 1161]
- duty-row: [262, 174, 378, 183]
- court-subheading: CIVIL SITTINGS.: [533, 1902, 602, 1910]
- duty-item: Hardware: [261, 183, 300, 192]
- postal-rate-line: Not exceeding half-an-ounce ... 1d.: [261, 835, 378, 854]
- shipping-line: Storm Bird, schr., from Dunedin, daily.: [14, 572, 129, 591]
- column-2: [134, 32, 258, 2576]
- shipping-note: We regret to find the good steamer Omeo at anchor in the roadstead this morning, as she was due here some time during the past night, having left Dunedin on Saturday bound round the coast via Foveaux Straits. The Omeo has a heavy freight list and many passengers for this port, and if she is not hindered by bad weather will be here on her return to Melbourne to-morrow.: [14, 2340, 129, 2465]
- duty-item: Stationery: [261, 191, 301, 201]
